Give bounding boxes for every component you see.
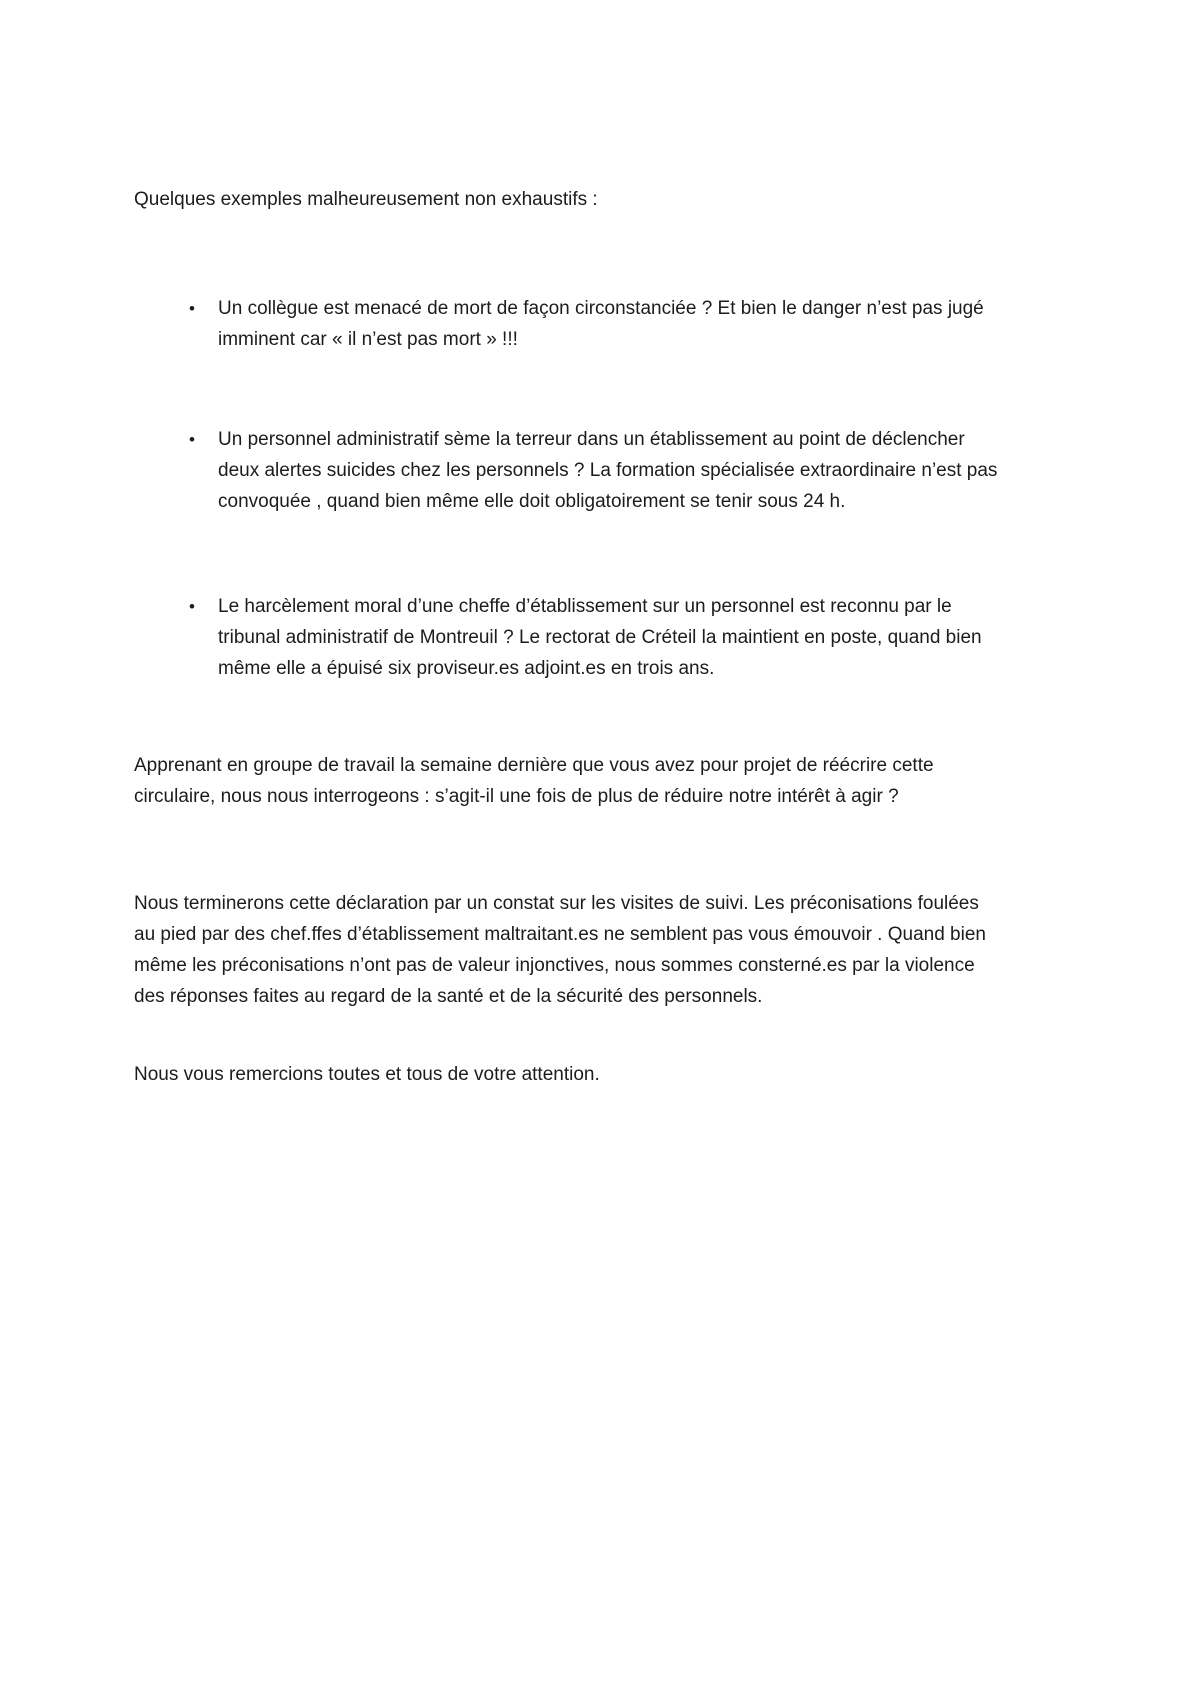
text-line: Nous terminerons cette déclaration par un constat sur les visites de suivi. Les préconisations foulées [134,893,979,914]
text-line: circulaire, nous nous interrogeons : s’agit-il une fois de plus de réduire notre intérêt à agir ? [134,786,899,807]
text-line: au pied par des chef.ffes d’établissement maltraitant.es ne semblent pas vous émouvoir . Quand bien [134,924,986,945]
bullet-marker: • [189,430,195,449]
text-line: des réponses faites au regard de la santé et de la sécurité des personnels. [134,986,763,1007]
bullet-item-1 [134,293,1124,355]
text-line: tribunal administratif de Montreuil ? Le rectorat de Créteil la maintient en poste, quand bien [218,627,982,648]
paragraph-conclusion [134,888,1124,1012]
bullet-marker: • [189,299,195,318]
bullet-item-2 [134,424,1124,517]
text-line: deux alertes suicides chez les personnels ? La formation spécialisée extraordinaire n’est pas [218,460,998,481]
text-line: Quelques exemples malheureusement non exhaustifs : [134,189,598,210]
paragraph-rewrite-question [134,750,1124,812]
bullet-marker: • [189,597,195,616]
text-line: même elle a épuisé six proviseur.es adjoint.es en trois ans. [218,658,715,679]
paragraph-thanks [134,1059,1124,1090]
text-line: Apprenant en groupe de travail la semaine dernière que vous avez pour projet de réécrire cette [134,755,934,776]
intro-paragraph [134,184,1124,215]
text-line: Le harcèlement moral d’une cheffe d’établissement sur un personnel est reconnu par le [218,596,952,617]
bullet-item-3 [134,591,1124,684]
text-line: imminent car « il n’est pas mort » !!! [218,329,518,350]
text-line: Un collègue est menacé de mort de façon circonstanciée ? Et bien le danger n’est pas jugé [218,298,984,319]
text-line: Un personnel administratif sème la terreur dans un établissement au point de déclencher [218,429,965,450]
text-line: même les préconisations n’ont pas de valeur injonctives, nous sommes consterné.es par la violence [134,955,975,976]
text-line: convoquée , quand bien même elle doit obligatoirement se tenir sous 24 h. [218,491,846,512]
document-content [134,0,1124,1090]
text-line: Nous vous remercions toutes et tous de votre attention. [134,1064,600,1085]
